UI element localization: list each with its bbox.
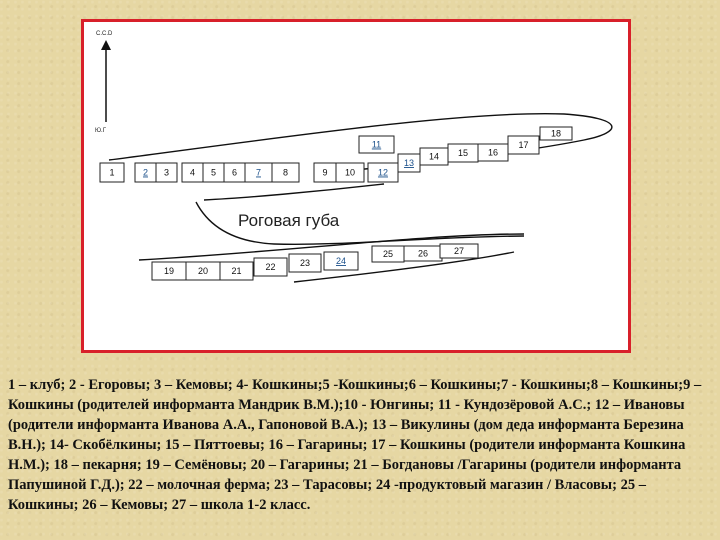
house-19 — [152, 262, 186, 280]
house-number: 18 — [550, 128, 562, 139]
house-8 — [272, 163, 299, 182]
house-20 — [186, 262, 220, 280]
arrow-head-icon — [101, 40, 111, 50]
house-11 — [359, 136, 394, 153]
house-number: 2 — [142, 167, 149, 178]
house-number: 5 — [210, 167, 217, 178]
house-24 — [324, 252, 358, 270]
house-number: 21 — [231, 266, 242, 276]
house-number: 10 — [344, 167, 356, 178]
house-number: 16 — [487, 147, 499, 158]
house-15 — [448, 144, 478, 162]
house-4 — [182, 163, 203, 182]
house-26 — [404, 246, 442, 261]
house-number: 3 — [163, 167, 170, 178]
house-number: 20 — [197, 266, 209, 276]
house-6 — [224, 163, 245, 182]
house-number: 1 — [109, 167, 115, 178]
house-12 — [368, 163, 398, 182]
house-22 — [254, 258, 287, 276]
house-number: 9 — [322, 167, 328, 178]
houses-bottom — [152, 244, 478, 280]
house-13 — [398, 154, 420, 172]
house-number: 17 — [518, 140, 529, 150]
house-number: 15 — [457, 148, 469, 158]
house-9 — [314, 163, 336, 182]
house-23 — [289, 254, 321, 272]
houses-top — [100, 127, 572, 182]
house-number: 7 — [255, 167, 262, 178]
house-14 — [420, 148, 448, 165]
house-25 — [372, 246, 404, 262]
house-number: 11 — [371, 139, 382, 150]
house-number: 24 — [335, 256, 347, 266]
house-number: 19 — [163, 266, 175, 276]
house-number: 14 — [428, 151, 440, 162]
house-27 — [440, 244, 478, 258]
house-number: 8 — [282, 167, 289, 178]
house-3 — [156, 163, 177, 182]
lip-label: Роговая губа — [238, 211, 340, 230]
house-number: 23 — [299, 258, 311, 268]
axis-top-label: C.C.D — [96, 31, 113, 37]
house-10 — [336, 163, 364, 182]
house-number: 27 — [453, 246, 465, 256]
village-map — [81, 19, 631, 353]
house-7 — [245, 163, 272, 182]
house-1 — [100, 163, 124, 182]
house-number: 6 — [231, 167, 238, 178]
house-18 — [540, 127, 572, 140]
house-5 — [203, 163, 224, 182]
house-number: 13 — [403, 158, 415, 168]
house-number: 25 — [382, 249, 394, 259]
house-16 — [478, 144, 508, 161]
house-number: 4 — [189, 167, 196, 178]
house-17 — [508, 136, 539, 154]
house-number: 12 — [377, 167, 389, 178]
upper-road-bottom-edge — [204, 184, 384, 200]
house-2 — [135, 163, 156, 182]
axis-bottom-label: Ю.Г — [95, 128, 106, 134]
house-number: 22 — [265, 262, 276, 272]
house-21 — [220, 262, 253, 280]
legend-text: 1 – клуб; 2 - Егоровы; 3 – Кемовы; 4- Кошкины;5 -Кошкины;6 – Кошкины;7 - Кошкины;8 – Кошкины;9 –Кошкины (родителей информанта Мандрик В.М.);10 - Юнгины; 11 - Кундозёровой А.С.; 12 – Ивановы (родители информанта Иванова А.А., Гапоновой В.А.); 13 – Викулины (дом деда информанта Березина В.Н.); 14- Скобёлкины; 15 – Пяттоевы; 16 – Гагарины; 17 – Кошкины (родители информанта Кошкина Н.М.); 18 – пекарня; 19 – Семёновы; 20 – Гагарины; 21 – Богдановы /Гагарины (родители информанта Папушиной Г.Д.); 22 – молочная ферма; 23 – Тарасовы; 24 -продуктовый магазин / Власовы; 25 – Кошкины; 26 – Кемовы; 27 – школа 1-2 класс. — [8, 377, 702, 513]
map-canvas — [84, 22, 628, 350]
house-number: 26 — [417, 248, 429, 259]
